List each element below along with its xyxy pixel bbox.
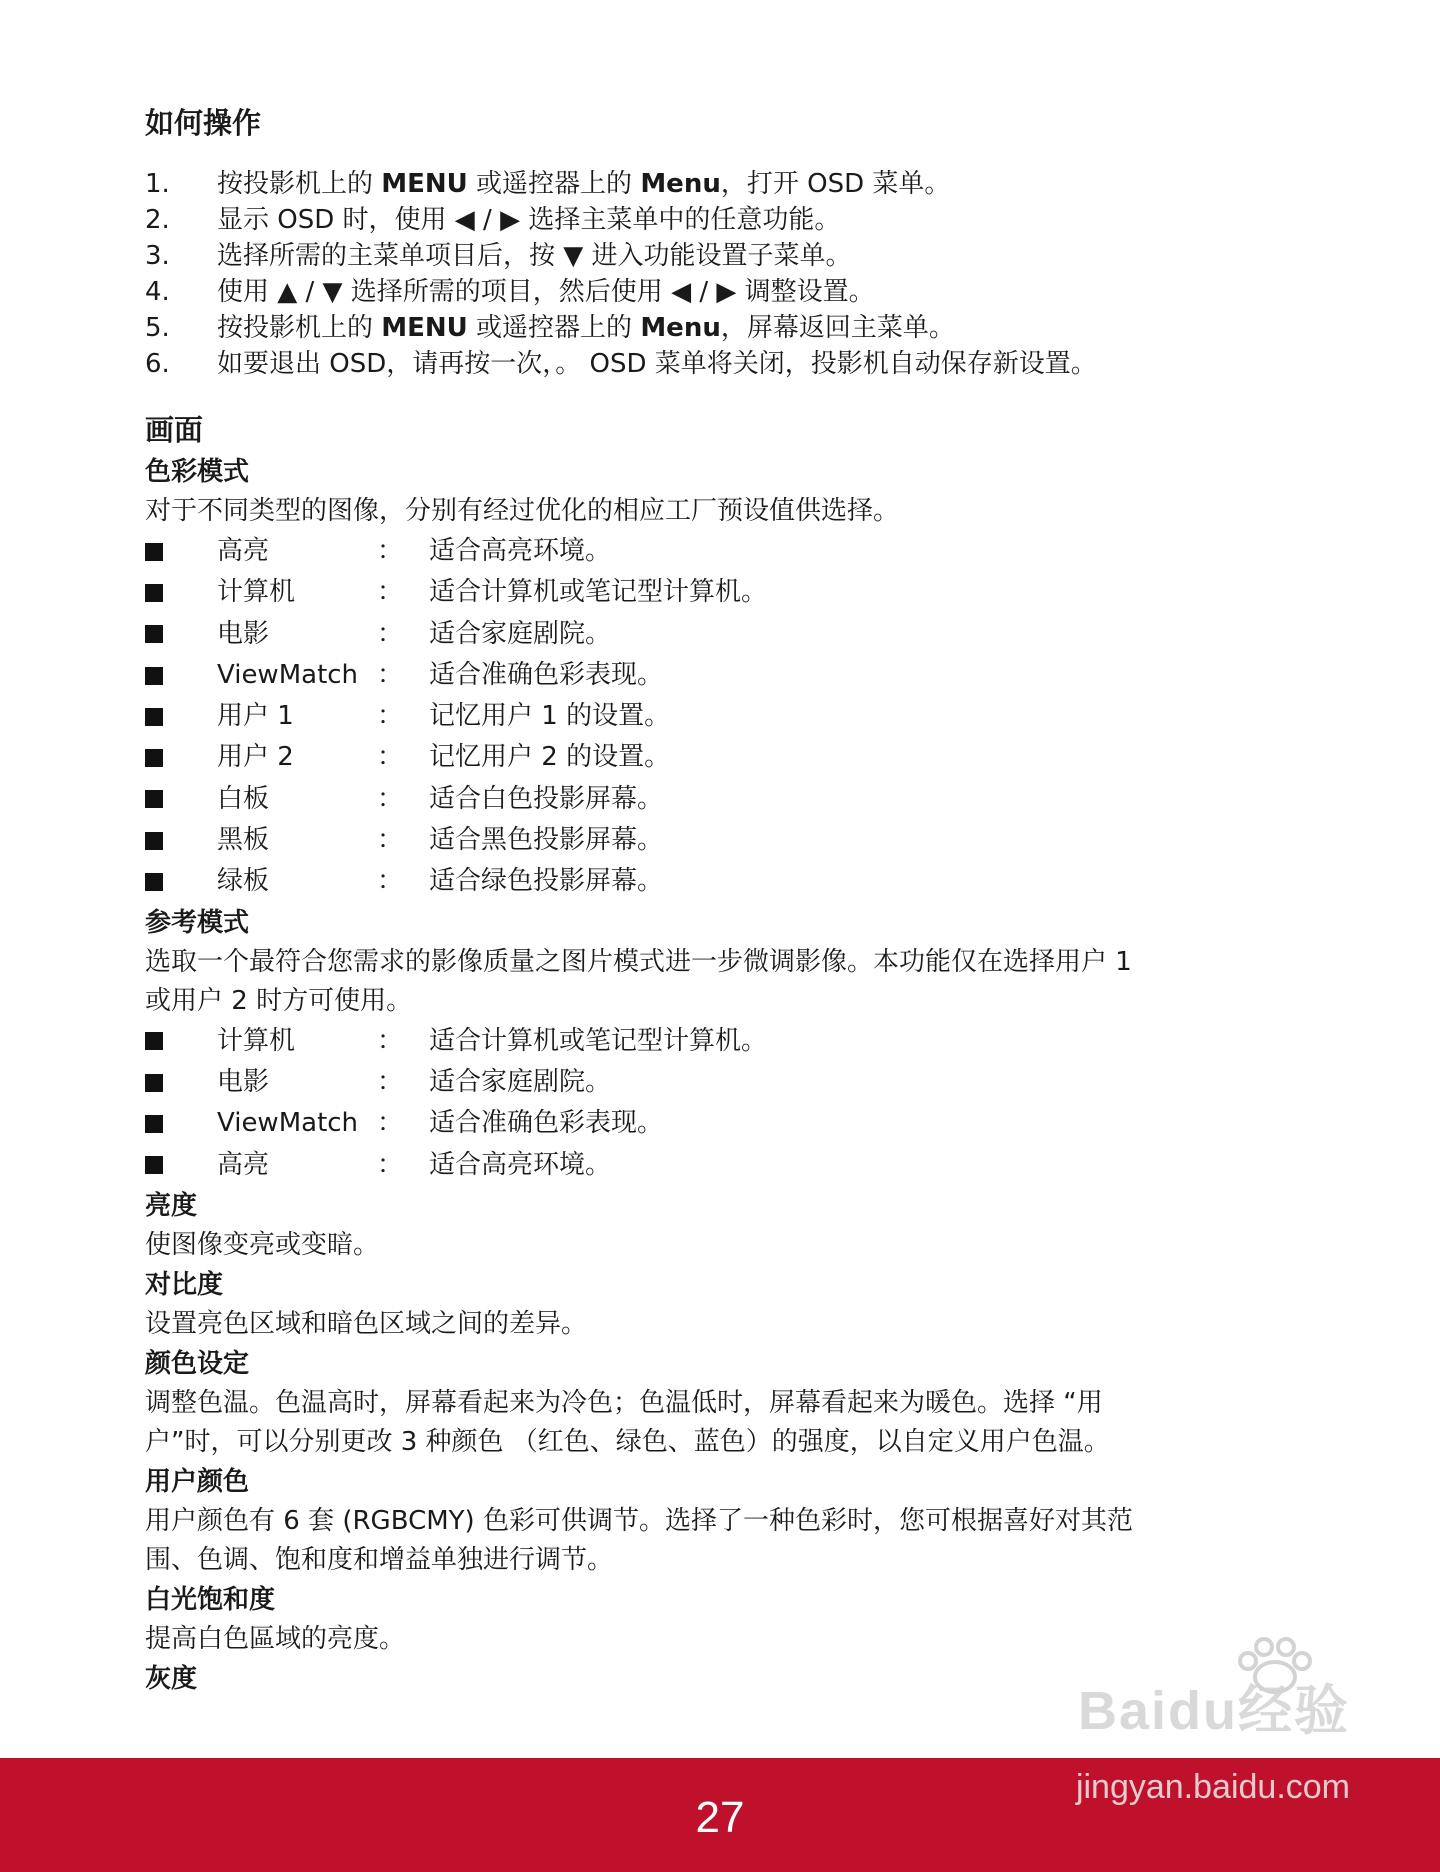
step-number: 4. [145, 277, 170, 307]
item-desc: 适合绿色投影屏幕。 [429, 866, 664, 897]
user-color-desc-1: 用户颜色有 6 套 (RGBCMY) 色彩可供调节。选择了一种色彩时，您可根据喜好对其范 [145, 1505, 1133, 1536]
item-name: ViewMatch [217, 1108, 359, 1139]
howto-step [145, 346, 1295, 382]
item-desc: 适合黑色投影屏幕。 [429, 825, 664, 856]
item-colon: ： [377, 866, 404, 897]
item-name: ViewMatch [217, 659, 359, 690]
item-desc: 适合白色投影屏幕。 [429, 783, 664, 814]
bullet-square-icon [145, 1156, 163, 1174]
picture-title: 画面 [145, 413, 204, 447]
color-mode-list [145, 531, 1295, 903]
item-desc: 适合高亮环境。 [429, 536, 612, 566]
howto-title: 如何操作 [145, 106, 262, 140]
step-text [217, 166, 950, 202]
item-colon: ： [377, 536, 404, 566]
bullet-square-icon [145, 1115, 163, 1133]
step-text-bold-2: Menu [640, 313, 721, 343]
color-temp-desc-2: 户”时，可以分别更改 3 种颜色 （红色、绿色、蓝色）的强度，以自定义用户色温。 [145, 1426, 1110, 1457]
bullet-square-icon [145, 1032, 163, 1050]
item-desc: 适合家庭剧院。 [429, 1066, 612, 1097]
white-peaking-desc: 提高白色區域的亮度。 [145, 1623, 406, 1654]
ref-mode-title: 参考模式 [145, 907, 250, 938]
step-number: 2. [145, 205, 170, 235]
white-peaking-title: 白光饱和度 [145, 1584, 276, 1615]
bullet-square-icon [145, 749, 163, 767]
howto-step [145, 310, 1295, 346]
howto-step [145, 166, 1295, 202]
item-name: 电影 [217, 618, 270, 649]
step-text-a: 按投影机上的 [217, 169, 382, 199]
ref-mode-desc-2: 或用户 2 时方可使用。 [145, 985, 413, 1016]
step-text-bold-1: MENU [381, 313, 468, 343]
bullet-square-icon [145, 543, 163, 561]
watermark-logo: Baidu经验 [1077, 1681, 1350, 1741]
item-colon: ： [377, 659, 404, 690]
item-desc: 记忆用户 1 的设置。 [429, 701, 671, 732]
step-text [217, 310, 955, 346]
item-name: 白板 [217, 783, 270, 814]
list-item [145, 1145, 1295, 1186]
item-name: 用户 2 [217, 742, 294, 773]
step-number: 5. [145, 313, 170, 343]
step-text-a: 选择所需的主菜单项目后，按 ▼ 进入功能设置子菜单。 [217, 241, 852, 271]
step-text-a: 按投影机上的 [217, 313, 382, 343]
list-item [145, 1062, 1295, 1103]
list-item [145, 696, 1295, 737]
item-name: 高亮 [217, 536, 270, 566]
step-text-c: 或遥控器上的 [467, 169, 641, 199]
contrast-desc: 设置亮色区域和暗色区域之间的差异。 [145, 1308, 588, 1339]
item-name: 绿板 [217, 866, 270, 897]
ref-mode-list [145, 1021, 1295, 1186]
item-name: 计算机 [217, 1025, 296, 1056]
step-text [217, 274, 875, 310]
page-number: 27 [695, 1793, 745, 1842]
brightness-title: 亮度 [145, 1190, 198, 1221]
watermark-url: jingyan.baidu.com [1075, 1768, 1350, 1806]
list-item [145, 779, 1295, 820]
bullet-square-icon [145, 708, 163, 726]
bullet-square-icon [145, 873, 163, 891]
list-item [145, 655, 1295, 696]
list-item [145, 737, 1295, 778]
bullet-square-icon [145, 667, 163, 685]
item-colon: ： [377, 783, 404, 814]
item-colon: ： [377, 742, 404, 773]
step-text [217, 238, 852, 274]
item-desc: 适合准确色彩表现。 [429, 1108, 664, 1139]
list-item [145, 614, 1295, 655]
item-name: 黑板 [217, 825, 270, 856]
step-number: 3. [145, 241, 170, 271]
bullet-square-icon [145, 832, 163, 850]
howto-step [145, 202, 1295, 238]
item-colon: ： [377, 1149, 404, 1180]
step-text-a: 显示 OSD 时，使用 ◀ / ▶ 选择主菜单中的任意功能。 [217, 205, 841, 235]
list-item [145, 1021, 1295, 1062]
item-colon: ： [377, 1066, 404, 1097]
item-name: 计算机 [217, 577, 296, 608]
contrast-title: 对比度 [145, 1269, 224, 1300]
howto-step [145, 274, 1295, 310]
ref-mode-desc-1: 选取一个最符合您需求的影像质量之图片模式进一步微调影像。本功能仅在选择用户 1 [145, 946, 1132, 977]
brightness-desc: 使图像变亮或变暗。 [145, 1229, 380, 1260]
bullet-square-icon [145, 584, 163, 602]
item-colon: ： [377, 577, 404, 608]
howto-step [145, 238, 1295, 274]
item-desc: 适合家庭剧院。 [429, 618, 612, 649]
item-desc: 适合计算机或笔记型计算机。 [429, 1025, 768, 1056]
list-item [145, 572, 1295, 613]
step-text-bold-1: MENU [381, 169, 468, 199]
item-name: 电影 [217, 1066, 270, 1097]
list-item [145, 820, 1295, 861]
step-text-c: 或遥控器上的 [467, 313, 641, 343]
step-text [217, 346, 1097, 382]
step-number: 1. [145, 169, 170, 199]
step-text-bold-2: Menu [640, 169, 721, 199]
step-text-d: ，屏幕返回主菜单。 [720, 313, 955, 343]
user-color-title: 用户颜色 [145, 1466, 250, 1497]
gamma-title: 灰度 [145, 1663, 198, 1694]
color-temp-desc-1: 调整色温。色温高时，屏幕看起来为冷色；色温低时，屏幕看起来为暖色。选择 “用 [145, 1387, 1103, 1418]
howto-steps [145, 166, 1295, 382]
color-mode-desc: 对于不同类型的图像，分别有经过优化的相应工厂预设值供选择。 [145, 496, 900, 526]
step-text-a: 如要退出 OSD，请再按一次，。 OSD 菜单将关闭，投影机自动保存新设置。 [217, 349, 1097, 379]
color-mode-title: 色彩模式 [145, 457, 250, 487]
item-colon: ： [377, 1108, 404, 1139]
color-temp-title: 颜色设定 [145, 1348, 250, 1379]
step-text-a: 使用 ▲ / ▼ 选择所需的项目，然后使用 ◀ / ▶ 调整设置。 [217, 277, 875, 307]
step-text-d: ，打开 OSD 菜单。 [720, 169, 951, 199]
item-desc: 记忆用户 2 的设置。 [429, 742, 671, 773]
user-color-desc-2: 围、色调、饱和度和增益单独进行调节。 [145, 1544, 614, 1575]
item-desc: 适合高亮环境。 [429, 1149, 612, 1180]
list-item [145, 531, 1295, 572]
list-item [145, 861, 1295, 902]
item-colon: ： [377, 1025, 404, 1056]
item-desc: 适合准确色彩表现。 [429, 659, 664, 690]
bullet-square-icon [145, 625, 163, 643]
bullet-square-icon [145, 1074, 163, 1092]
manual-page [145, 100, 1295, 1699]
step-text [217, 202, 840, 238]
item-colon: ： [377, 618, 404, 649]
item-desc: 适合计算机或笔记型计算机。 [429, 577, 768, 608]
item-name: 高亮 [217, 1149, 270, 1180]
step-number: 6. [145, 349, 170, 379]
item-name: 用户 1 [217, 701, 294, 732]
item-colon: ： [377, 825, 404, 856]
bullet-square-icon [145, 790, 163, 808]
list-item [145, 1103, 1295, 1144]
item-colon: ： [377, 701, 404, 732]
